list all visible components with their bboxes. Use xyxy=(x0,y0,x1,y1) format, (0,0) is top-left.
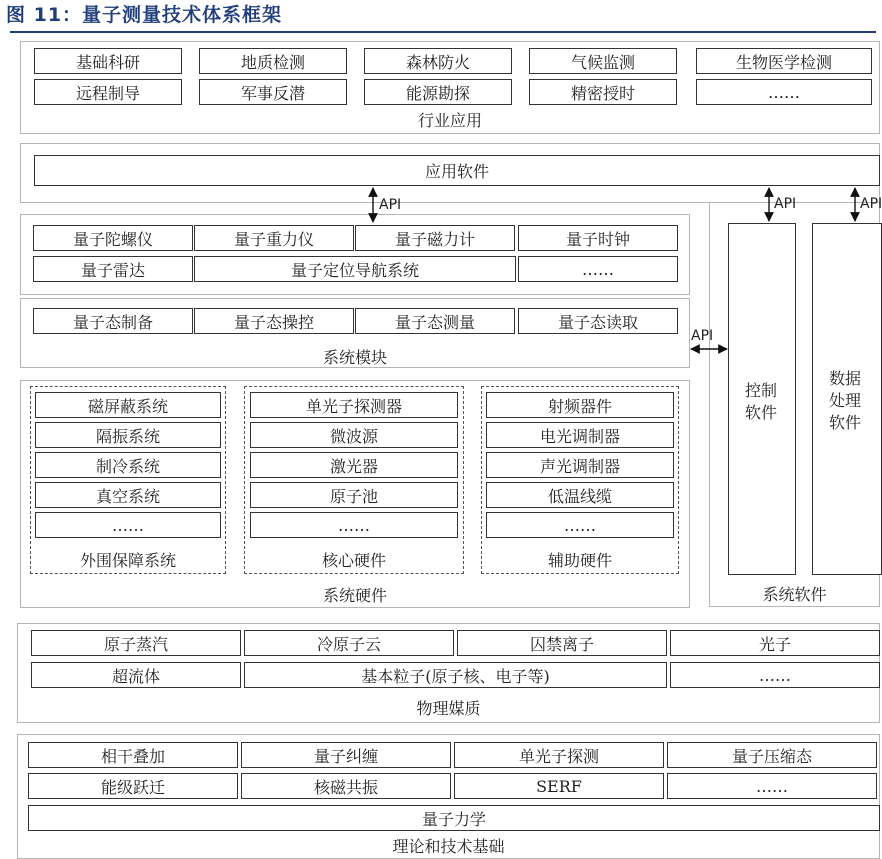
theory-item: 量子纠缠 xyxy=(241,742,451,768)
peripheral-item: 制冷系统 xyxy=(35,452,221,478)
industry-item: 生物医学检测 xyxy=(696,48,872,74)
module-item: …… xyxy=(518,256,678,282)
industry-item: 能源勘探 xyxy=(364,79,512,105)
system-modules-label: 系统模块 xyxy=(322,348,387,367)
theory-label: 理论和技术基础 xyxy=(392,837,505,856)
module-item: 量子态制备 xyxy=(33,308,193,334)
theory-item: SERF xyxy=(454,773,664,799)
auxiliary-item: 低温线缆 xyxy=(486,482,674,508)
module-item: 量子雷达 xyxy=(33,256,193,282)
industry-item: 远程制导 xyxy=(34,79,182,105)
module-item: 量子定位导航系统 xyxy=(194,256,516,282)
quantum-mechanics-box: 量子力学 xyxy=(28,805,880,831)
auxiliary-item: 射频器件 xyxy=(486,392,674,418)
industry-item: 精密授时 xyxy=(529,79,677,105)
figure-title: 图 11：量子测量技术体系框架 xyxy=(6,4,283,26)
module-item: 量子磁力计 xyxy=(355,225,515,251)
core-label: 核心硬件 xyxy=(321,551,386,570)
media-item: 超流体 xyxy=(31,662,241,688)
peripheral-item: …… xyxy=(35,512,221,538)
module-item: 量子陀螺仪 xyxy=(33,225,193,251)
module-item: 量子重力仪 xyxy=(194,225,354,251)
media-item: 光子 xyxy=(670,630,880,656)
api-label: API xyxy=(860,196,882,212)
theory-item: 单光子探测 xyxy=(454,742,664,768)
auxiliary-label: 辅助硬件 xyxy=(547,551,612,570)
theory-item: …… xyxy=(667,773,877,799)
peripheral-item: 真空系统 xyxy=(35,482,221,508)
media-item: 原子蒸汽 xyxy=(31,630,241,656)
industry-item: 基础科研 xyxy=(34,48,182,74)
industry-item: 森林防火 xyxy=(364,48,512,74)
core-item: 微波源 xyxy=(250,422,458,448)
system-software-label: 系统软件 xyxy=(762,585,827,604)
theory-item: 核磁共振 xyxy=(241,773,451,799)
core-item: 原子池 xyxy=(250,482,458,508)
theory-item: 相干叠加 xyxy=(28,742,238,768)
api-label: API xyxy=(774,196,797,212)
peripheral-label: 外围保障系统 xyxy=(79,551,176,570)
data-processing-software-label: 数据 处理 软件 xyxy=(829,369,862,432)
core-item: 激光器 xyxy=(250,452,458,478)
api-label: API xyxy=(379,197,402,213)
media-label: 物理媒质 xyxy=(416,699,481,718)
industry-item: 军事反潜 xyxy=(199,79,347,105)
app-software-box: 应用软件 xyxy=(34,155,880,186)
auxiliary-item: 电光调制器 xyxy=(486,422,674,448)
media-item: 基本粒子(原子核、电子等) xyxy=(244,662,667,688)
theory-item: 量子压缩态 xyxy=(667,742,877,768)
industry-item: 气候监测 xyxy=(529,48,677,74)
auxiliary-item: …… xyxy=(486,512,674,538)
core-item: 单光子探测器 xyxy=(250,392,458,418)
core-item: …… xyxy=(250,512,458,538)
module-item: 量子态操控 xyxy=(194,308,354,334)
theory-item: 能级跃迁 xyxy=(28,773,238,799)
module-item: 量子态读取 xyxy=(518,308,678,334)
industry-item: 地质检测 xyxy=(199,48,347,74)
industry-label: 行业应用 xyxy=(417,111,482,130)
peripheral-item: 磁屏蔽系统 xyxy=(35,392,221,418)
auxiliary-item: 声光调制器 xyxy=(486,452,674,478)
control-software-label: 控制 软件 xyxy=(745,381,778,422)
module-item: 量子态测量 xyxy=(355,308,515,334)
media-item: …… xyxy=(670,662,880,688)
industry-item: …… xyxy=(696,79,872,105)
media-item: 冷原子云 xyxy=(244,630,454,656)
system-hardware-label: 系统硬件 xyxy=(322,586,387,605)
api-label: API xyxy=(691,328,714,344)
module-item: 量子时钟 xyxy=(518,225,678,251)
peripheral-item: 隔振系统 xyxy=(35,422,221,448)
media-item: 囚禁离子 xyxy=(457,630,667,656)
